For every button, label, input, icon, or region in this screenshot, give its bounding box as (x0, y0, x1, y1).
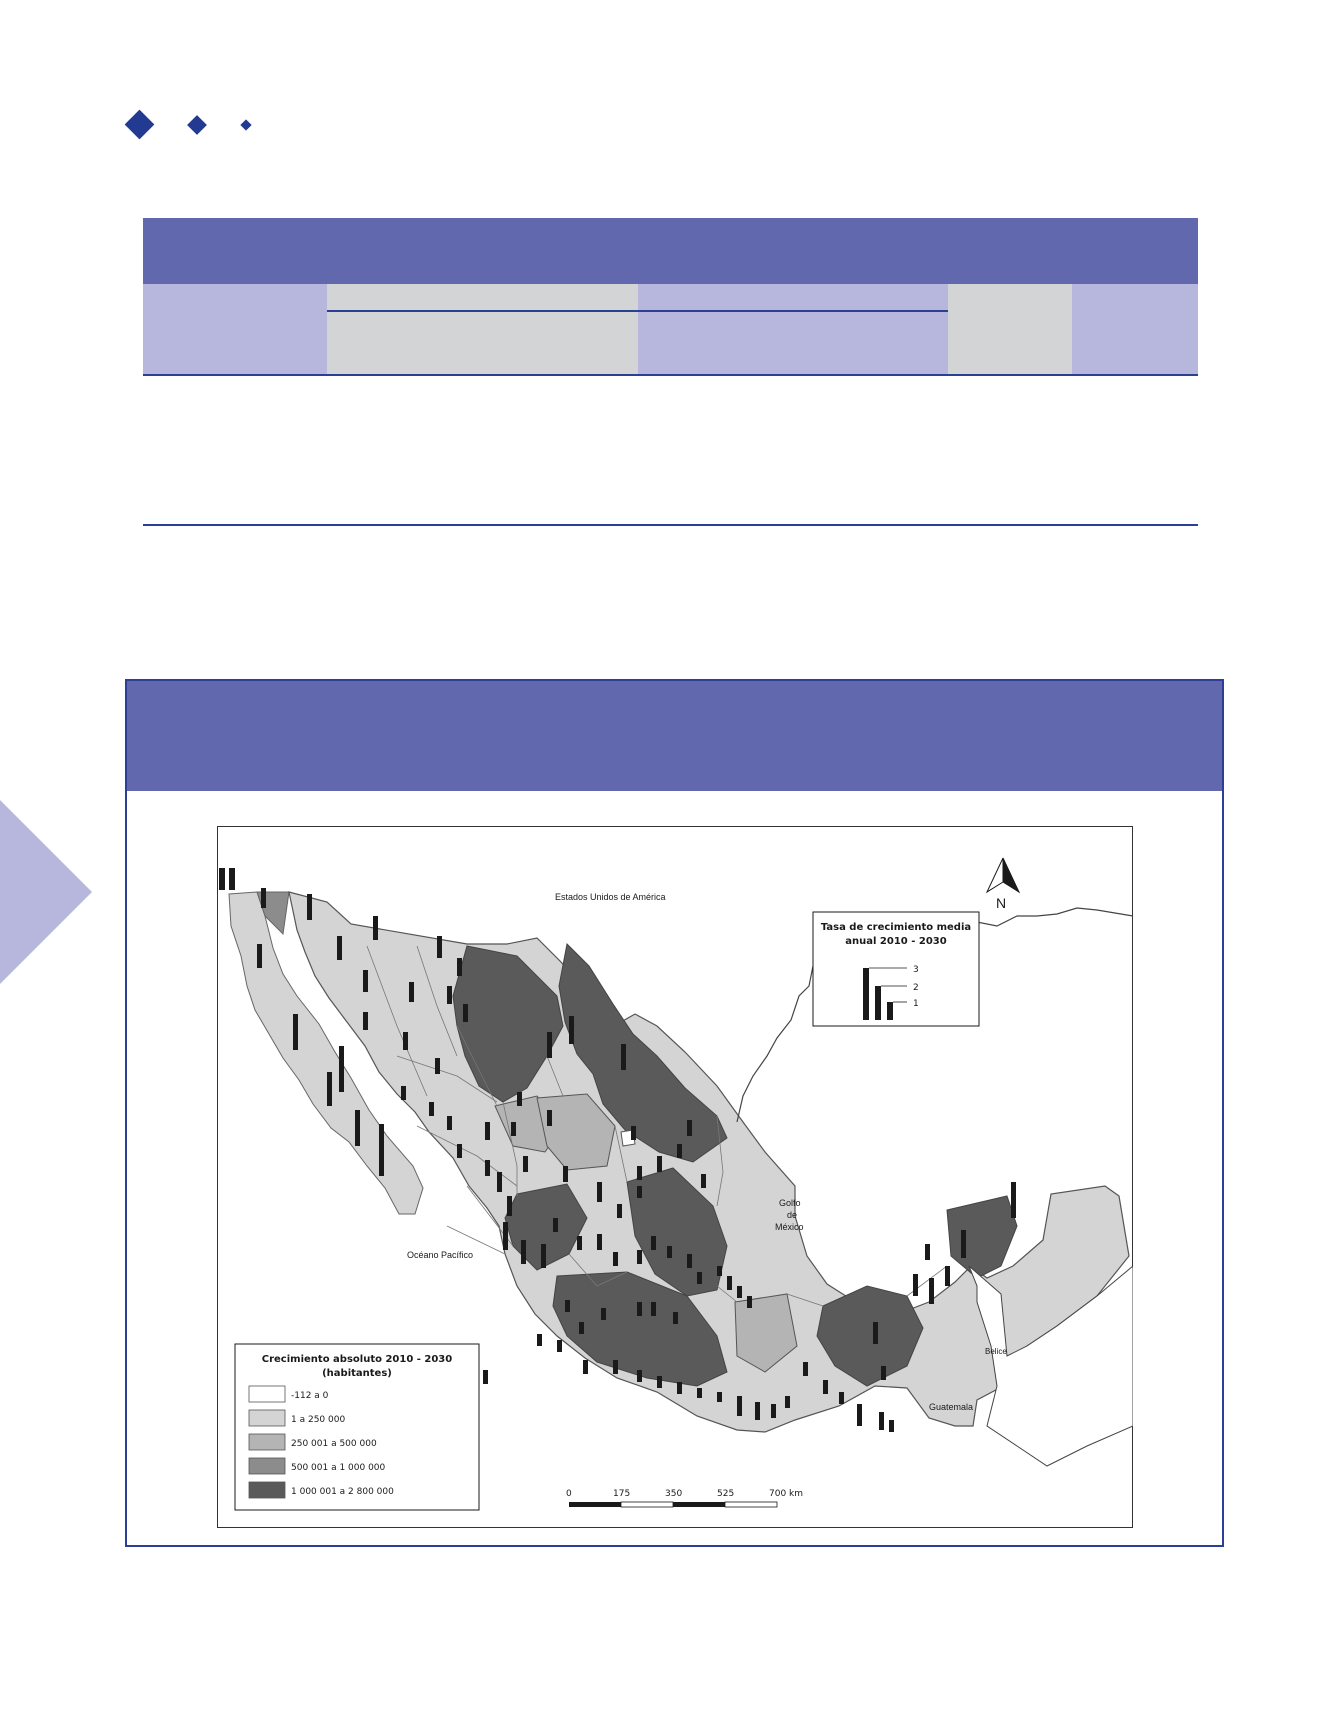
legend-rate (813, 912, 979, 1026)
legend-rate-title-2: anual 2010 - 2030 (845, 936, 947, 947)
legend-class-3: 500 001 a 1 000 000 (291, 1463, 386, 1473)
table-col-1-header (143, 284, 327, 374)
legend-rate-value-2: 2 (913, 983, 919, 993)
legend-swatch-2 (249, 1434, 285, 1450)
table-header-band (143, 218, 1198, 284)
scale-tick-350: 350 (665, 1489, 683, 1499)
north-label: N (996, 895, 1007, 911)
scale-tick-700: 700 km (769, 1489, 804, 1499)
legend-class-2: 250 001 a 500 000 (291, 1439, 377, 1449)
decorative-diamond-large (125, 110, 155, 140)
table-col-2-header (327, 284, 638, 374)
legend-rate-title-1: Tasa de crecimiento media (820, 922, 972, 933)
table-body (143, 376, 1198, 526)
decorative-diamond-medium (187, 115, 207, 135)
legend-class-0: -112 a 0 (291, 1391, 329, 1401)
legend-swatch-3 (249, 1458, 285, 1474)
legend-swatch-4 (249, 1482, 285, 1498)
label-gulf-line3: México (775, 1222, 804, 1232)
decorative-diamond-small (240, 119, 251, 130)
legend-rate-value-3: 3 (913, 965, 919, 975)
label-pacific: Océano Pacífico (407, 1250, 474, 1260)
table-spanner-rule (327, 310, 948, 312)
table-subheader (143, 284, 1198, 376)
scale-tick-525: 525 (717, 1489, 735, 1499)
scale-tick-175: 175 (613, 1489, 631, 1499)
label-gulf-line1: Golfo (779, 1198, 801, 1208)
label-usa: Estados Unidos de América (555, 892, 666, 902)
label-gulf-line2: de (787, 1210, 798, 1220)
label-guatemala: Guatemala (929, 1402, 974, 1412)
table-col-4-header (948, 284, 1072, 374)
legend-absolute-title-2: (habitantes) (322, 1368, 392, 1379)
legend-class-1: 1 a 250 000 (291, 1415, 346, 1425)
table-col-5-header (1072, 284, 1198, 374)
map-title-band (127, 681, 1222, 791)
side-tab-triangle (0, 800, 92, 984)
table-col-3-header (638, 284, 948, 374)
scale-tick-0: 0 (566, 1489, 572, 1499)
legend-rate-value-1: 1 (913, 999, 919, 1009)
legend-swatch-1 (249, 1410, 285, 1426)
legend-class-4: 1 000 001 a 2 800 000 (291, 1487, 394, 1497)
label-belize: Belice (985, 1347, 1007, 1356)
legend-absolute (235, 1344, 479, 1510)
data-table (143, 218, 1198, 526)
legend-swatch-0 (249, 1386, 285, 1402)
mexico-population-map (217, 826, 1133, 1528)
legend-absolute-title-1: Crecimiento absoluto 2010 - 2030 (261, 1354, 453, 1365)
